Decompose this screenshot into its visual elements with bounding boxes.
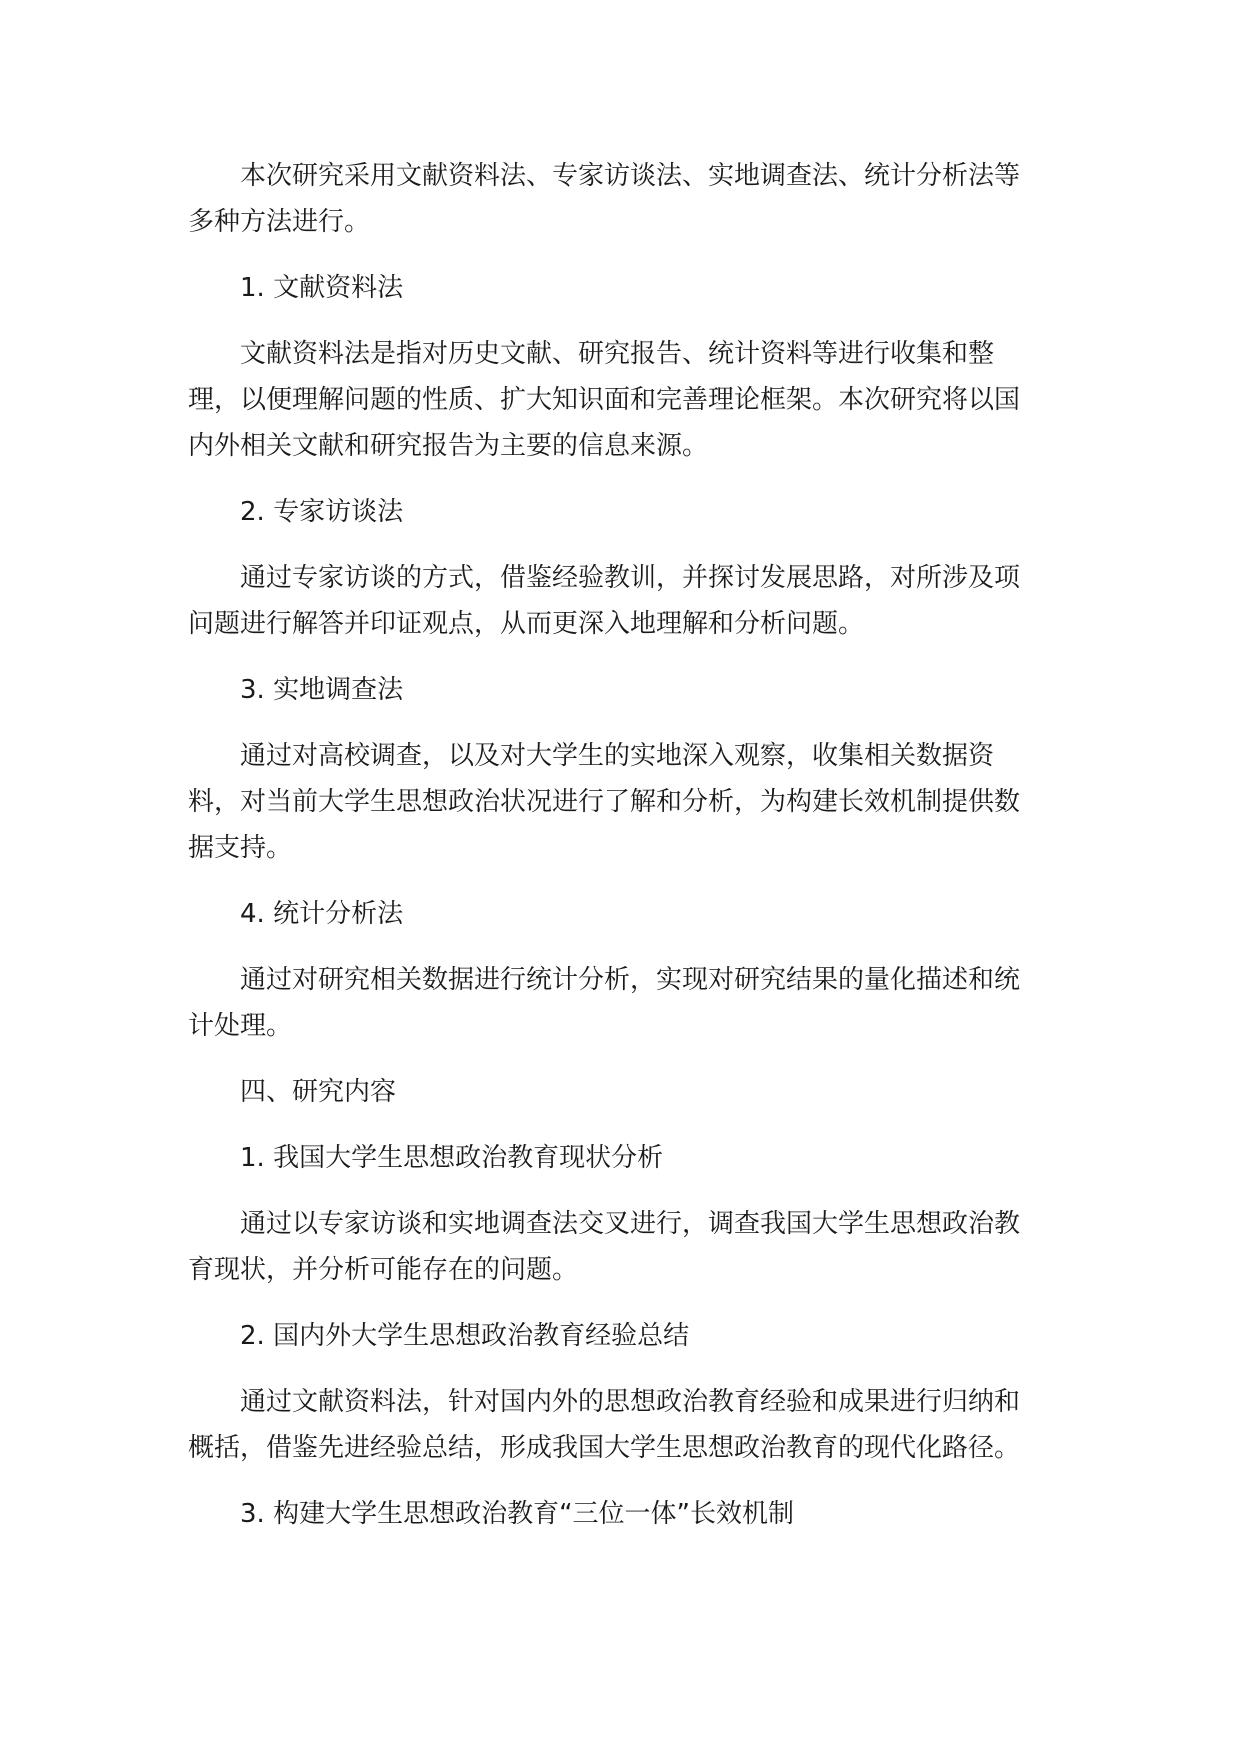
section-heading-expert-interview: 2. 专家访谈法 [240,497,404,527]
intro-paragraph: 本次研究采用文献资料法、专家访谈法、实地调查法、统计分析法等多种方法进行。 [188,161,1021,237]
section-heading-field-survey: 3. 实地调查法 [240,675,404,705]
statistics-paragraph: 通过对研究相关数据进行统计分析，实现对研究结果的量化描述和统计处理。 [188,965,1021,1041]
section-heading-mechanism: 3. 构建大学生思想政治教育“三位一体”长效机制 [240,1499,795,1529]
expert-interview-paragraph: 通过专家访谈的方式，借鉴经验教训，并探讨发展思路，对所涉及项问题进行解答并印证观点，从而更深入地理解和分析问题。 [188,563,1021,639]
experience-summary-paragraph: 通过文献资料法，针对国内外的思想政治教育经验和成果进行归纳和概括，借鉴先进经验总结，形成我国大学生思想政治教育的现代化路径。 [188,1387,1021,1463]
status-analysis-paragraph: 通过以专家访谈和实地调查法交叉进行，调查我国大学生思想政治教育现状，并分析可能存在的问题。 [188,1209,1021,1285]
field-survey-paragraph: 通过对高校调查，以及对大学生的实地深入观察，收集相关数据资料，对当前大学生思想政治状况进行了解和分析，为构建长效机制提供数据支持。 [188,741,1021,863]
section-heading-experience-summary: 2. 国内外大学生思想政治教育经验总结 [240,1321,690,1351]
section-heading-status-analysis: 1. 我国大学生思想政治教育现状分析 [240,1143,664,1173]
section-heading-statistics: 4. 统计分析法 [240,899,404,929]
chapter-heading-research-content: 四、研究内容 [240,1077,397,1107]
literature-paragraph: 文献资料法是指对历史文献、研究报告、统计资料等进行收集和整理，以便理解问题的性质、扩大知识面和完善理论框架。本次研究将以国内外相关文献和研究报告为主要的信息来源。 [188,339,1021,461]
document-body [188,153,1038,1557]
section-heading-literature: 1. 文献资料法 [240,273,404,303]
